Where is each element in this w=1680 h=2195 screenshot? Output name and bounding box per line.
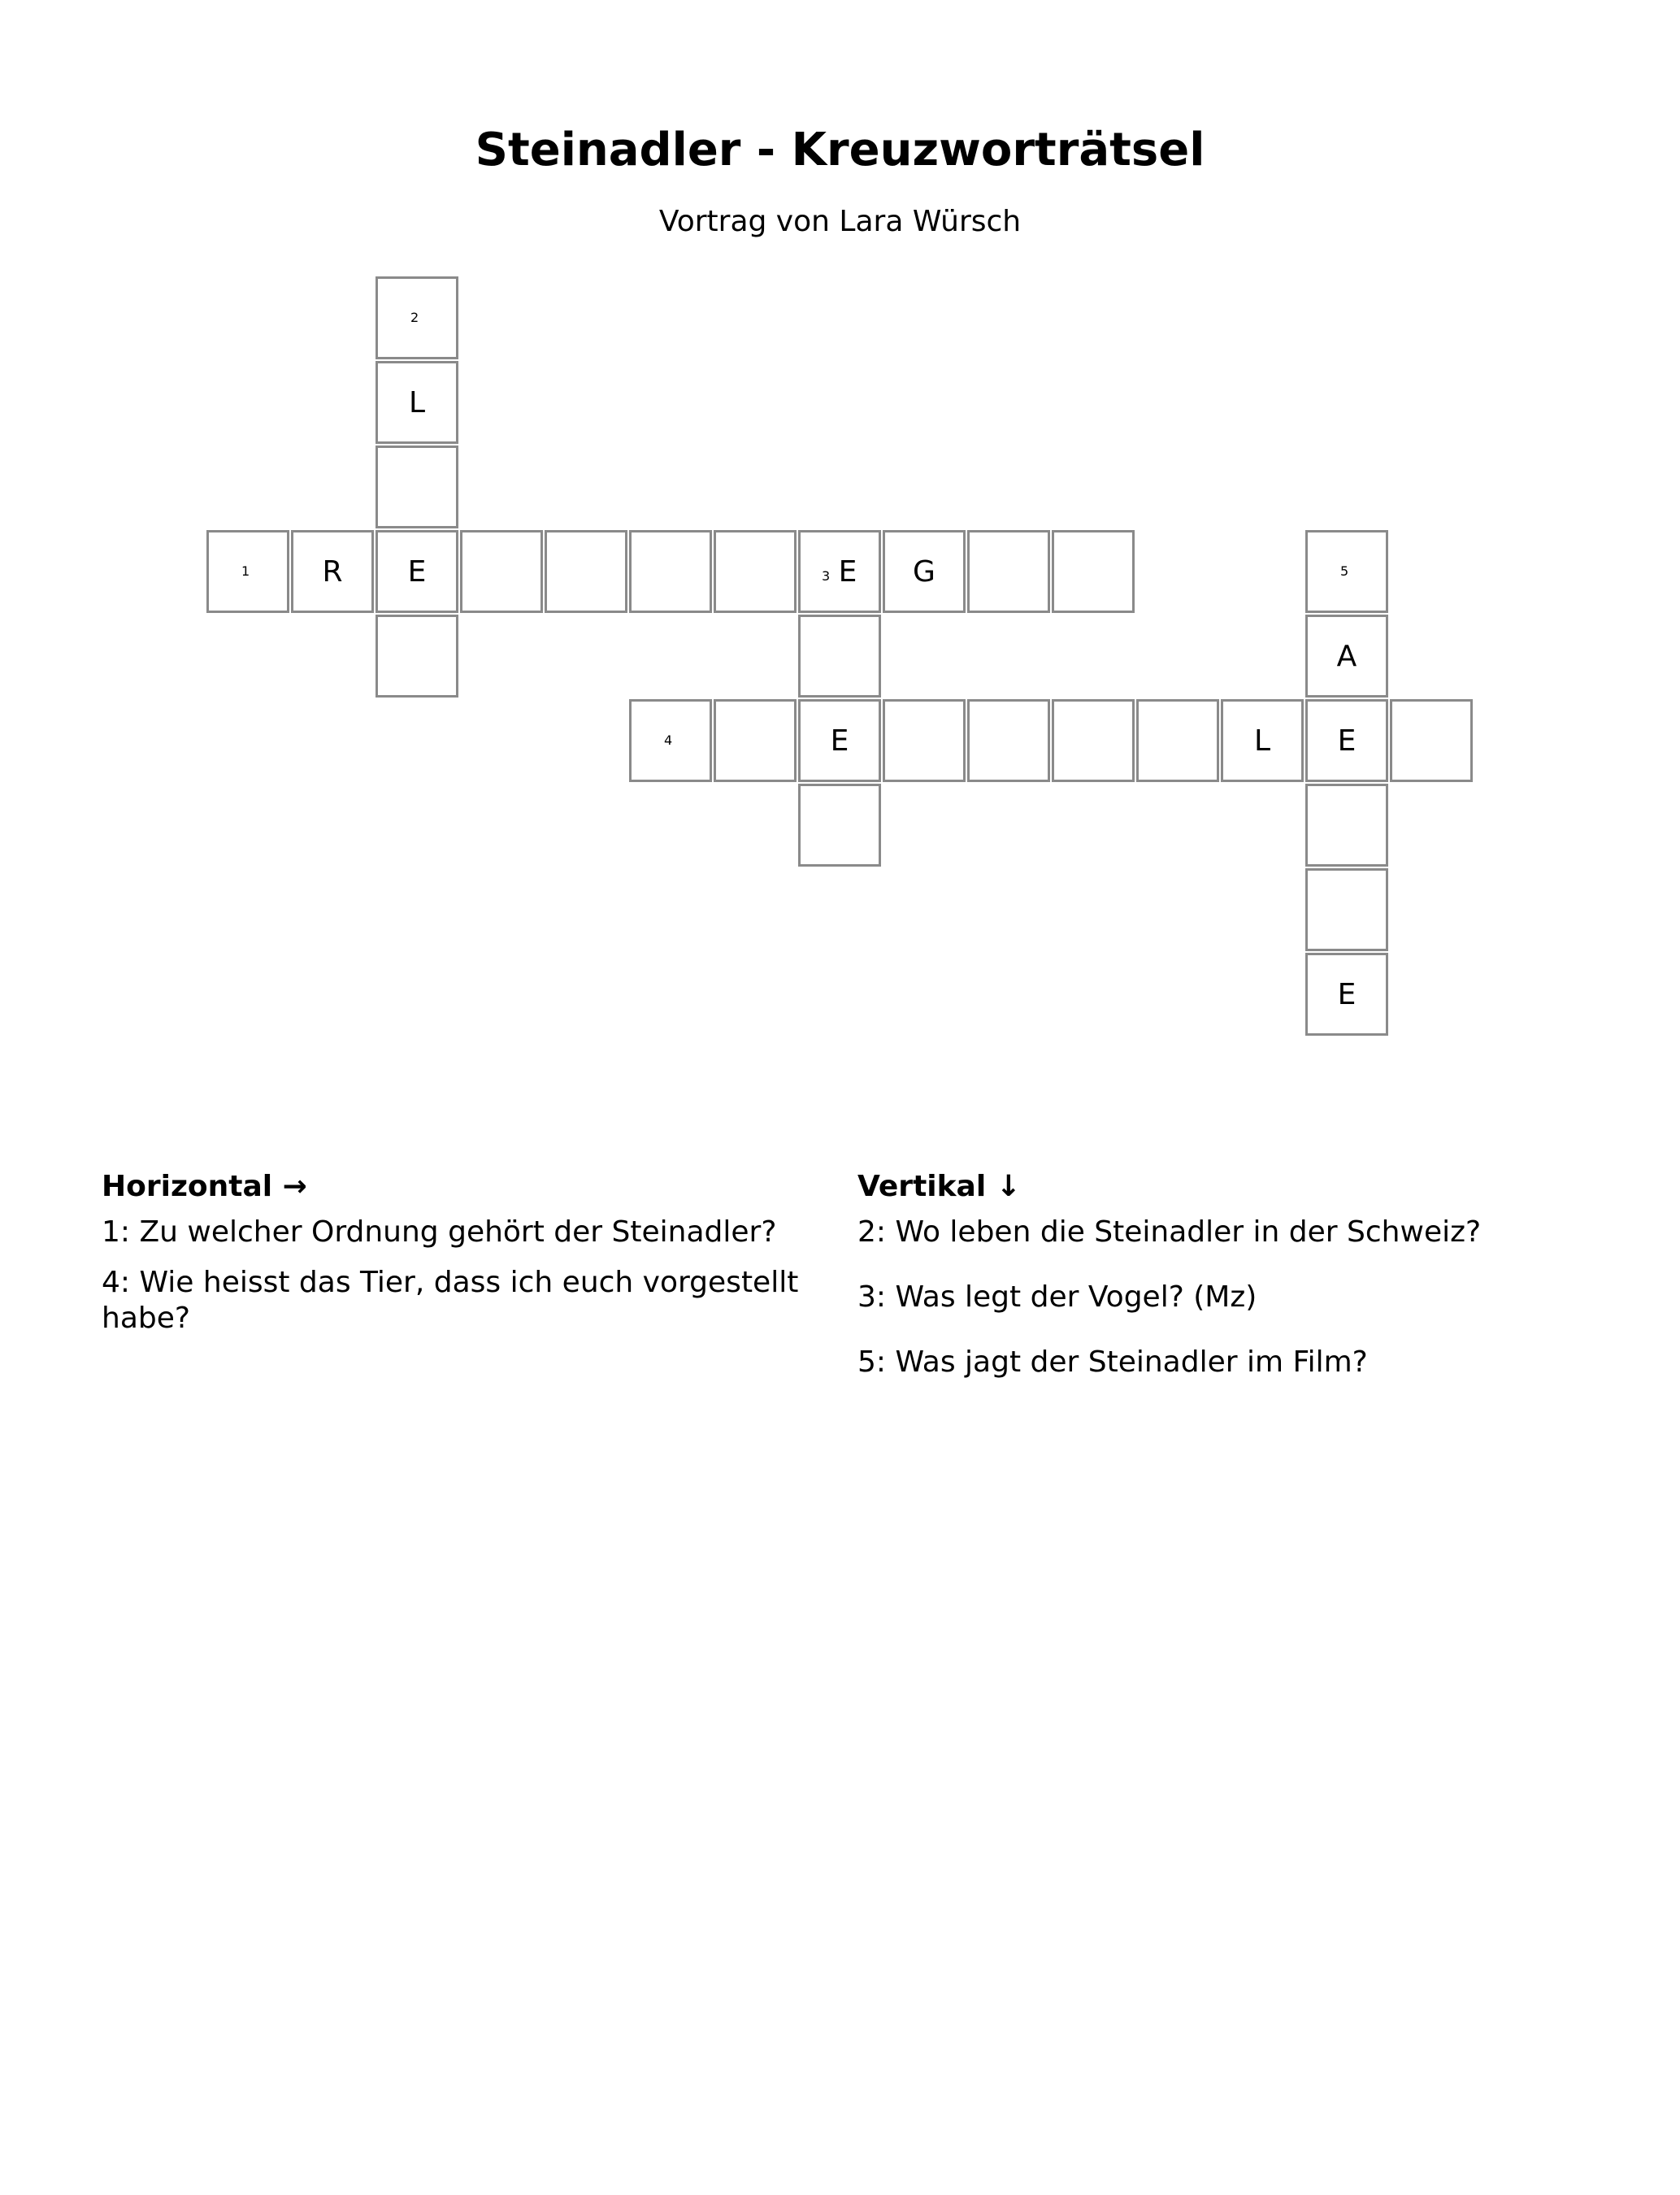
cell-letter: E [1337,724,1357,758]
grid-cell[interactable] [629,530,712,613]
grid-cell[interactable] [967,530,1050,613]
cell-letter: R [322,554,343,589]
grid-cell[interactable] [967,699,1050,782]
cell-letter: E [407,554,427,589]
grid-cell[interactable] [460,530,543,613]
clue-2: 2: Wo leben die Steinadler in der Schweiz? [857,1215,1482,1249]
grid-cell[interactable] [798,699,881,782]
grid-cell[interactable] [1305,953,1388,1036]
cell-letter: L [1253,724,1271,758]
grid-cell[interactable] [206,530,289,613]
clue-4: 4: Wie heisst das Tier, dass ich euch vorgestellt habe? [102,1266,799,1335]
grid-cell[interactable] [798,784,881,867]
grid-cell[interactable] [1305,699,1388,782]
clue-number: 2 [410,310,419,325]
page-title: Steinadler - Kreuzworträtsel [475,124,1205,176]
grid-cell[interactable] [291,530,374,613]
vertical-heading: Vertikal ↓ [857,1170,1021,1203]
grid-cell[interactable] [629,699,712,782]
cell-letter: G [913,554,936,589]
cell-letter: E [1337,977,1357,1011]
grid-cell[interactable] [376,446,458,528]
cell-letter: E [830,724,849,758]
grid-cell[interactable] [1390,699,1473,782]
vertical-clues [857,1169,1589,1410]
clue-number: 1 [241,563,250,579]
grid-cell[interactable] [798,530,881,613]
grid-cell[interactable] [376,615,458,698]
horizontal-heading: Horizontal → [102,1170,307,1203]
grid-cell[interactable] [714,530,797,613]
grid-cell[interactable] [1305,530,1388,613]
grid-cell[interactable] [1305,615,1388,698]
page-subtitle: Vortrag von Lara Würsch [658,205,1022,238]
clue-5: 5: Was jagt der Steinadler im Film? [857,1345,1368,1379]
grid-cell[interactable] [883,530,966,613]
grid-cell[interactable] [1052,699,1135,782]
horizontal-clues [102,1169,801,1351]
grid-cell[interactable] [1052,530,1135,613]
grid-cell[interactable] [798,615,881,698]
cell-letter: A [1336,639,1357,673]
grid-cell[interactable] [1305,784,1388,867]
clue-3: 3: Was legt der Vogel? (Mz) [857,1280,1257,1314]
grid-cell[interactable] [376,530,458,613]
grid-cell[interactable] [1221,699,1304,782]
grid-cell[interactable] [883,699,966,782]
cell-letter: E [838,554,857,589]
grid-cell[interactable] [376,361,458,444]
crossword-grid [0,0,1680,1057]
clue-1: 1: Zu welcher Ordnung gehört der Steinadler? [102,1215,777,1249]
grid-cell[interactable] [714,699,797,782]
grid-cell[interactable] [1305,868,1388,951]
grid-cell[interactable] [545,530,627,613]
clue-number: 3 [822,568,831,584]
clue-number: 5 [1340,563,1349,579]
grid-cell[interactable] [376,276,458,359]
clue-number: 4 [664,732,673,748]
cell-letter: L [408,385,426,419]
grid-cell[interactable] [1136,699,1219,782]
